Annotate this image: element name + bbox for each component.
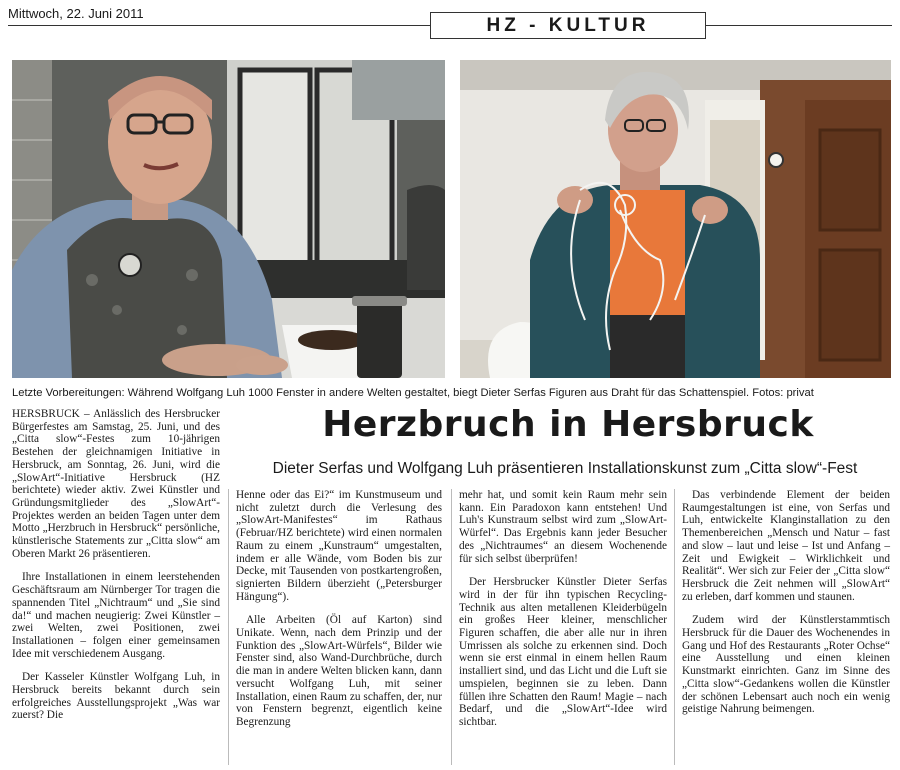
paragraph: Ihre Installationen in einem leerstehenden Geschäftsraum am Nürnberger Tor tragen die spannenden Titel „Nichtraum“ und „Sie sind da!“ und machen neugierig: Zwei Künstler – zwei Welten, zwei Positionen, zwei Installationen – folgen einer gemeinsamen Idee mit verschiedenem Ausgang. bbox=[12, 571, 220, 660]
photo-dieter-serfas bbox=[460, 60, 891, 378]
photo-right-illustration bbox=[460, 60, 891, 378]
photo-caption: Letzte Vorbereitungen: Während Wolfgang Luh 1000 Fenster in andere Welten gestaltet, biegt Dieter Serfas Figuren aus Draht für das Schattenspiel. Fotos: privat bbox=[12, 387, 814, 399]
headline: Herzbruch in Hersbruck bbox=[322, 404, 814, 445]
paragraph: Der Kasseler Künstler Wolfgang Luh, in Hersbruck bereits bekannt durch sein erfolgreiches Ausstellungsprojekt „Was war zuerst? Die bbox=[12, 671, 220, 722]
article-column-2 bbox=[236, 489, 442, 740]
article-column-3 bbox=[459, 489, 667, 740]
issue-date: Mittwoch, 22. Juni 2011 bbox=[8, 6, 144, 21]
column-divider bbox=[228, 489, 229, 765]
column-divider bbox=[674, 489, 675, 765]
paragraph: HERSBRUCK – Anlässlich des Hersbrucker Bürgerfestes am Samstag, 25. Juni, und des „Citta slow“-Festes zum 10-jährigen Bestehen der gleichnamigen Initiative in Hersbruck, am Sonntag, 26. Juni, wird die „SlowArt“-Initiative Hersbruck (HZ berichtete) wieder aktiv. Zwei Künstler und Gründungsmitglieder des „SlowArt“-Projektes werden an beiden Tagen unter dem Motto „Herzbruch in Hersbruck“ persönliche, künstlerische Statements zur „Citta slow“ am Oberen Markt 26 präsentieren. bbox=[12, 408, 220, 560]
paragraph: Das verbindende Element der beiden Raumgestaltungen ist eine, von Serfas und Luh, entwickelte Klanginstallation zu den Themenbereichen „Mensch und Natur – fast and slow – laut und leise – Ist und Anfang – Zeit und Ewigkeit – Wirklichkeit und Realität“. Wer sich zur Feier der „Citta slow“ Hersbruck die Zeit nehmen will „SlowArt“ zu erleben, darf kommen und staunen. bbox=[682, 489, 890, 603]
section-title: HZ - KULTUR bbox=[430, 12, 706, 39]
article-column-1 bbox=[12, 408, 220, 733]
photo-wolfgang-luh bbox=[12, 60, 445, 378]
paragraph: Henne oder das Ei?“ im Kunstmuseum und nicht zuletzt durch die Verlesung des „SlowArt-Manifestes“ im Rathaus (Februar/HZ berichtete) wird einen normalen Raum zu einem „Kunstraum“ umgestalten, indem er alle Wände, vom Boden bis zur Decke, mit Tausenden von postkartengroßen, signierten Bildern überzieht („Petersburger Hängung“). bbox=[236, 489, 442, 603]
subheadline: Dieter Serfas und Wolfgang Luh präsentieren Installationskunst zum „Citta slow“-Fest bbox=[272, 460, 858, 477]
column-divider bbox=[451, 489, 452, 765]
photo-left-illustration bbox=[12, 60, 445, 378]
paragraph: mehr hat, und somit kein Raum mehr sein kann. Ein Paradoxon kann entstehen! Und Luh's Kunstraum selbst wird zum „SlowArt-Würfel“. Das Ergebnis kann jeder Besucher des „Nichtraumes“ an diesem Wochenende für sich selbst überprüfen! bbox=[459, 489, 667, 565]
paragraph: Zudem wird der Künstlerstammtisch Hersbruck für die Dauer des Wochenendes in Gang und Hof des Restaurants „Roter Ochse“ eine Ausstellung und einen kleinen Kunstmarkt einrichten. Ganz im Sinne des „Citta slow“-Gedankens wollen die Künstler der schönen Lebensart auch noch ein wenig geistige Nahrung beimengen. bbox=[682, 614, 890, 716]
paragraph: Alle Arbeiten (Öl auf Karton) sind Unikate. Wenn, nach dem Prinzip und der Funktion des „SlowArt-Würfels“, Bilder wie Fenster sind, also Wand-Durchbrüche, durch die man in andere Welten blicken kann, dann versucht Wolfgang Luh, mit seiner Installation, einen Raum zu schaffen, der, nur von Fenstern begrenzt, eigentlich keine Begrenzung bbox=[236, 614, 442, 728]
article-column-4 bbox=[682, 489, 890, 727]
paragraph: Der Hersbrucker Künstler Dieter Serfas wird in der für ihn typischen Recycling-Technik aus alten metallenen Kleiderbügeln ein großes Heer kleiner, menschlicher Figuren schaffen, die aber alle nur in ihren Umrissen als solche zu erkennen sind. Doch wenn sie erst einmal in einem hellen Raum installiert sind, und das Licht und die Luft sie umspielen, beginnen sie zu leben. Dann füllen ihre Schatten den Raum! Magie – nach Bedarf, und die „SlowArt“-Idee wird sichtbar. bbox=[459, 576, 667, 728]
